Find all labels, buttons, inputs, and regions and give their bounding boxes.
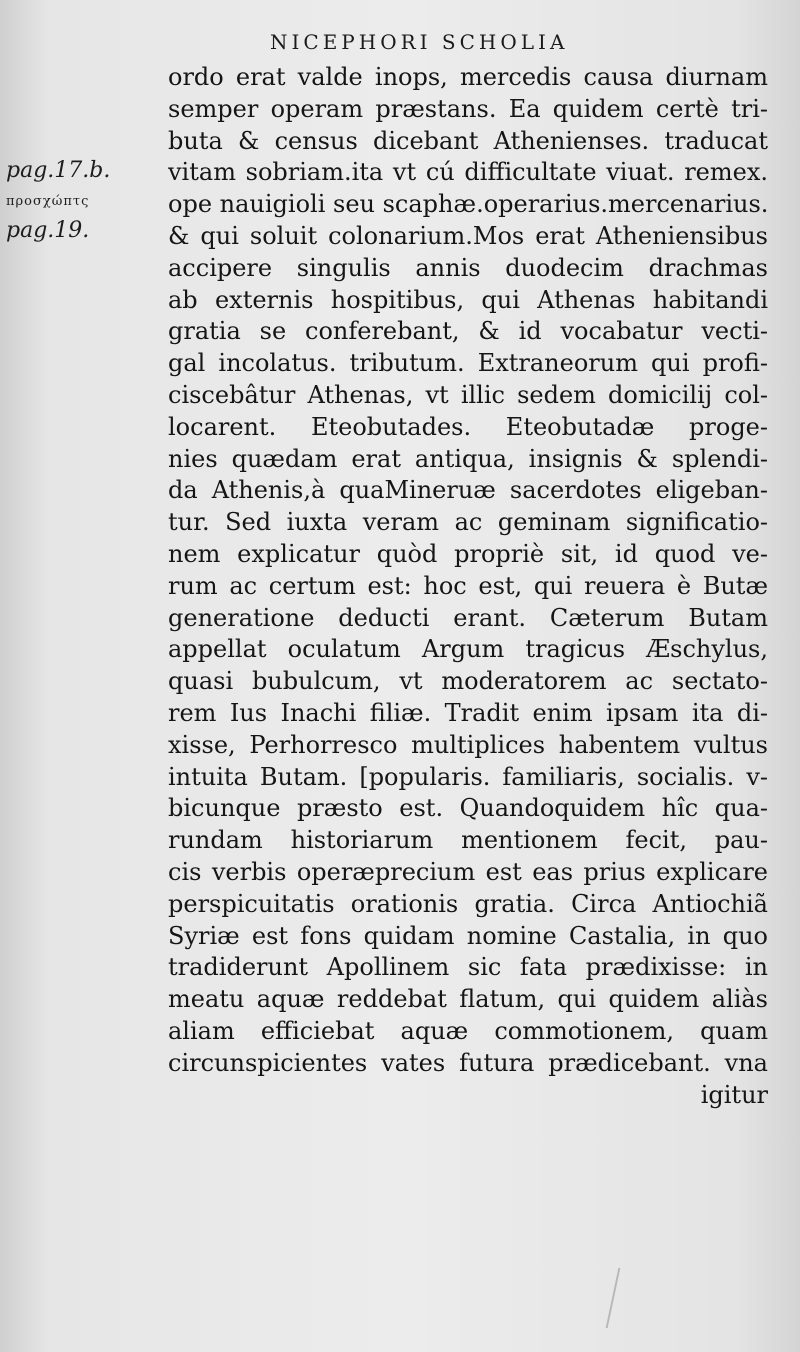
text-line: meatu aquæ reddebat flatum, qui quidem aliàs (168, 985, 768, 1014)
text-line: bicunque præsto est. Quandoquidem hîc qua- (168, 794, 768, 823)
paper-crease (606, 1268, 641, 1328)
text-line: rum ac certum est: hoc est, qui reuera è Butæ (168, 571, 768, 600)
text-line: & qui soluit colonarium.Mos erat Atheniensibus (168, 221, 768, 250)
text-line: generatione deducti erant. Cæterum Butam (168, 603, 768, 632)
text-line: semper operam præstans. Ea quidem certè tri- (168, 94, 768, 123)
text-line: buta & census dicebant Athenienses. traducat (168, 126, 768, 155)
text-line: ope nauigioli seu scaphæ.operarius.mercenarius. (168, 190, 768, 219)
text-line: xisse, Perhorresco multiplices habentem vultus (168, 730, 768, 759)
text-line: Syriæ est fons quidam nomine Castalia, in quo (168, 921, 768, 950)
text-line: rem Ius Inachi filiæ. Tradit enim ipsam ita di- (168, 698, 768, 727)
text-line: perspicuitatis orationis gratia. Circa Antiochiã (168, 889, 768, 918)
text-line: quasi bubulcum, vt moderatorem ac sectato- (168, 667, 768, 696)
text-line: gratia se conferebant, & id vocabatur vecti- (168, 317, 768, 346)
text-line: tur. Sed iuxta veram ac geminam significatio- (168, 508, 768, 537)
text-line: nies quædam erat antiqua, insignis & splendi- (168, 444, 768, 473)
text-line: locarent. Eteobutades. Eteobutadæ proge- (168, 412, 768, 441)
text-line: vitam sobriam.ita vt cú difficultate viuat. remex. (168, 158, 768, 187)
text-line: ordo erat valde inops, mercedis causa diurnam (168, 63, 768, 91)
text-line: nem explicatur quòd propriè sit, id quod ve- (168, 539, 768, 568)
text-line: tradiderunt Apollinem sic fata prædixisse: in (168, 953, 768, 982)
text-line: ab externis hospitibus, qui Athenas habitandi (168, 285, 768, 314)
text-line: da Athenis,à quaMineruæ sacerdotes eligeban- (168, 476, 768, 505)
text-line: rundam historiarum mentionem fecit, pau- (168, 826, 768, 855)
running-header: NICEPHORI SCHOLIA (270, 30, 569, 54)
catchword: igitur (700, 1080, 768, 1109)
text-line: gal incolatus. tributum. Extraneorum qui profi- (168, 349, 768, 378)
margin-note: pag.17.b. (6, 158, 111, 183)
margin-note: προσχώπτς (6, 194, 90, 209)
margin-note: pag.19. (6, 218, 90, 243)
body-text (168, 62, 768, 1111)
text-line: ciscebâtur Athenas, vt illic sedem domicilij col- (168, 380, 768, 409)
text-line: cis verbis operæprecium est eas prius explicare (168, 857, 768, 886)
text-line: circunspicientes vates futura prædicebant. vna (168, 1048, 768, 1077)
text-line: aliam efficiebat aquæ commotionem, quam (168, 1016, 768, 1045)
text-line: intuita Butam. [popularis. familiaris, socialis. v- (168, 762, 768, 791)
text-line: appellat oculatum Argum tragicus Æschylus, (168, 635, 768, 664)
text-line: accipere singulis annis duodecim drachmas (168, 253, 768, 282)
